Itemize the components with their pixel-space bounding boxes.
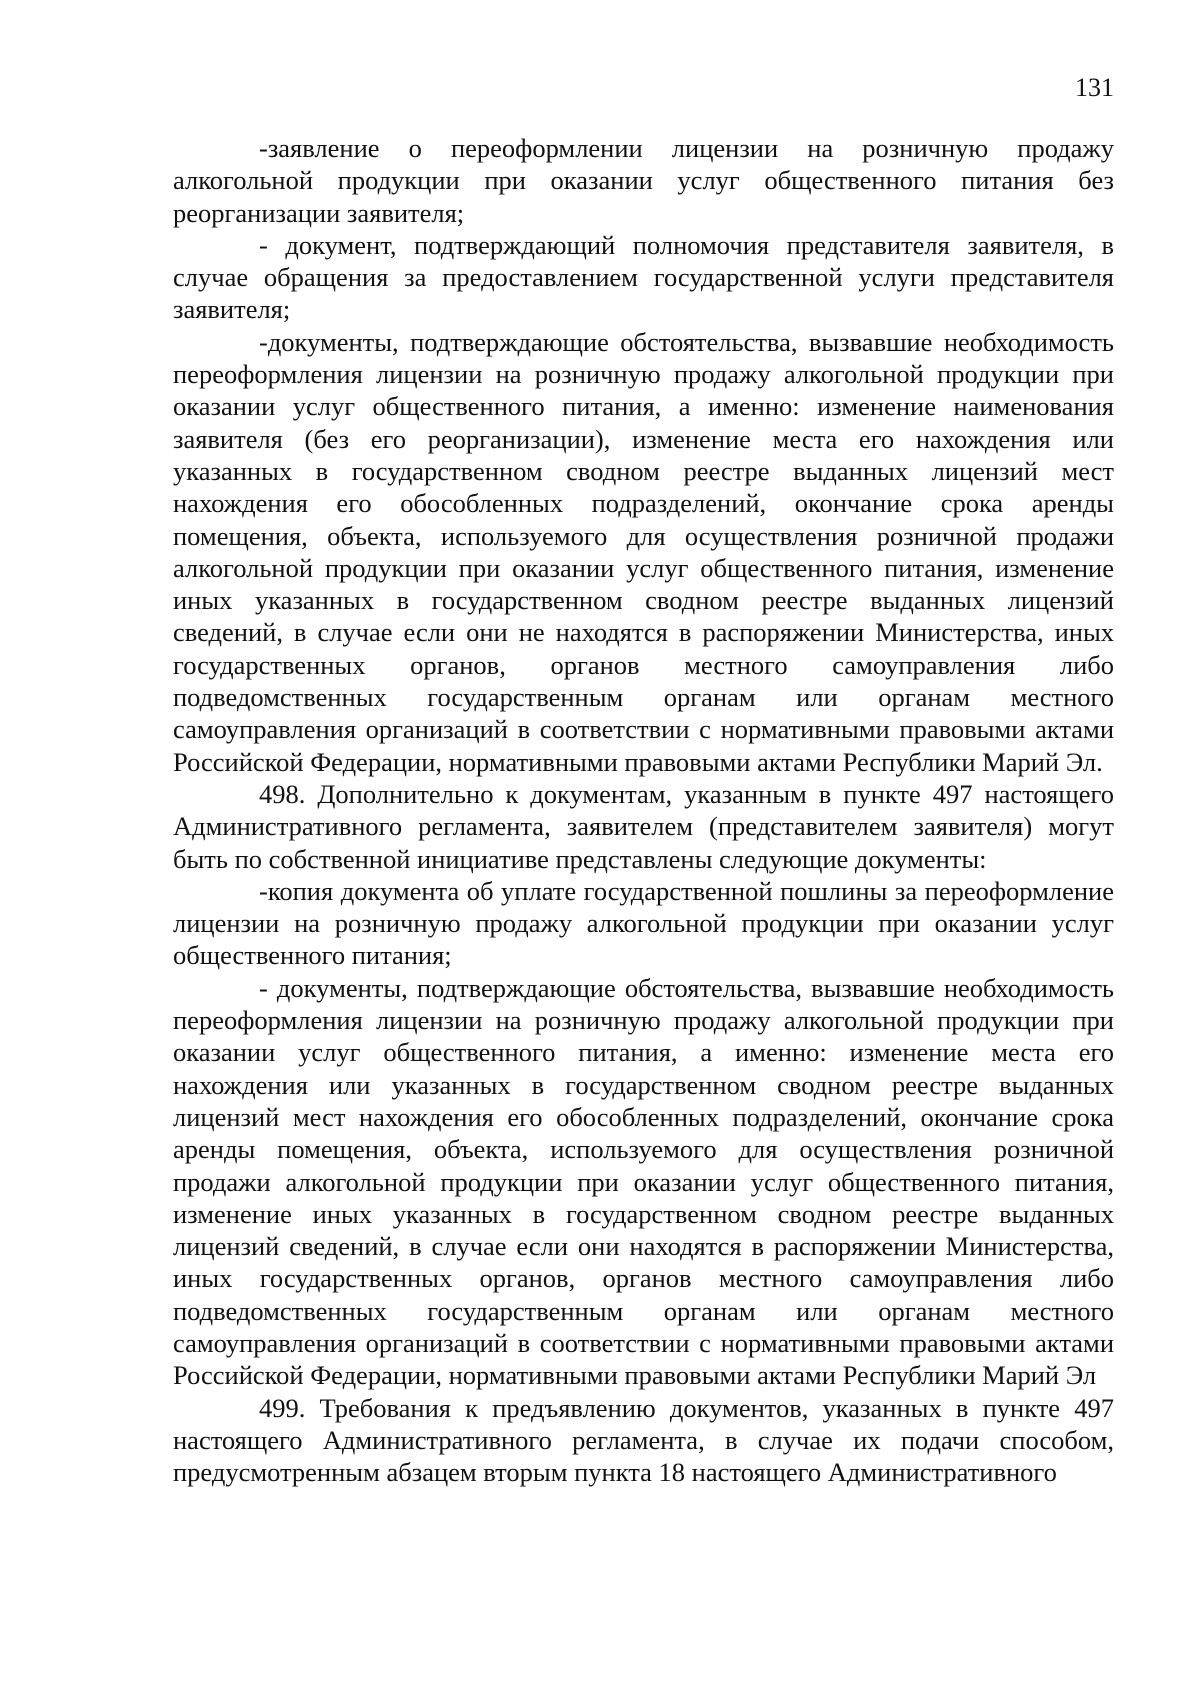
paragraph-item-499: 499. Требования к предъявлению документов, указанных в пункте 497 настоящего Административного регламента, в случае их подачи способом, предусмотренным абзацем вторым пункта 18 настоящего Административного [173, 1392, 1114, 1488]
paragraph-optional-circumstances: - документы, подтверждающие обстоятельства, вызвавшие необходимость переоформления лицензии на розничную продажу алкогольной продукции при оказании услуг общественного питания, а именно: изменение места его нахождения или указанных в государственном сводном реестре выданных лицензий мест нахождения его обособленных подразделений, окончание срока аренды помещения, объекта, используемого для осуществления розничной продажи алкогольной продукции при оказании услуг общественного питания, изменение иных указанных в государственном сводном реестре выданных лицензий сведений, в случае если они находятся в распоряжении Министерства, иных государственных органов, органов местного самоуправления либо подведомственных государственным органам или органам местного самоуправления организаций в соответствии с нормативными правовыми актами Российской Федерации, нормативными правовыми актами Республики Марий Эл [173, 972, 1114, 1391]
document-body [173, 132, 1114, 1488]
paragraph-representative-authority: - документ, подтверждающий полномочия представителя заявителя, в случае обращения за предоставлением государственной услуги представителя заявителя; [173, 229, 1114, 325]
page-number: 131 [1075, 73, 1114, 102]
paragraph-application: -заявление о переоформлении лицензии на розничную продажу алкогольной продукции при оказании услуг общественного питания без реорганизации заявителя; [173, 133, 1114, 228]
paragraph-state-duty-copy: -копия документа об уплате государственной пошлины за переоформление лицензии на розничную продажу алкогольной продукции при оказании услуг общественного питания; [173, 875, 1114, 971]
paragraph-circumstances-documents: -документы, подтверждающие обстоятельства, вызвавшие необходимость переоформления лицензии на розничную продажу алкогольной продукции при оказании услуг общественного питания, а именно: изменение наименования заявителя (без его реорганизации), изменение места его нахождения или указанных в государственном сводном реестре выданных лицензий мест нахождения его обособленных подразделений, окончание срока аренды помещения, объекта, используемого для осуществления розничной продажи алкогольной продукции при оказании услуг общественного питания, изменение иных указанных в государственном сводном реестре выданных лицензий сведений, в случае если они не находятся в распоряжении Министерства, иных государственных органов, органов местного самоуправления либо подведомственных государственным органам или органам местного самоуправления организаций в соответствии с нормативными правовыми актами Российской Федерации, нормативными правовыми актами Республики Марий Эл. [173, 326, 1114, 777]
paragraph-item-498: 498. Дополнительно к документам, указанным в пункте 497 настоящего Административного регламента, заявителем (представителем заявителя) могут быть по собственной инициативе представлены следующие документы: [173, 778, 1114, 874]
